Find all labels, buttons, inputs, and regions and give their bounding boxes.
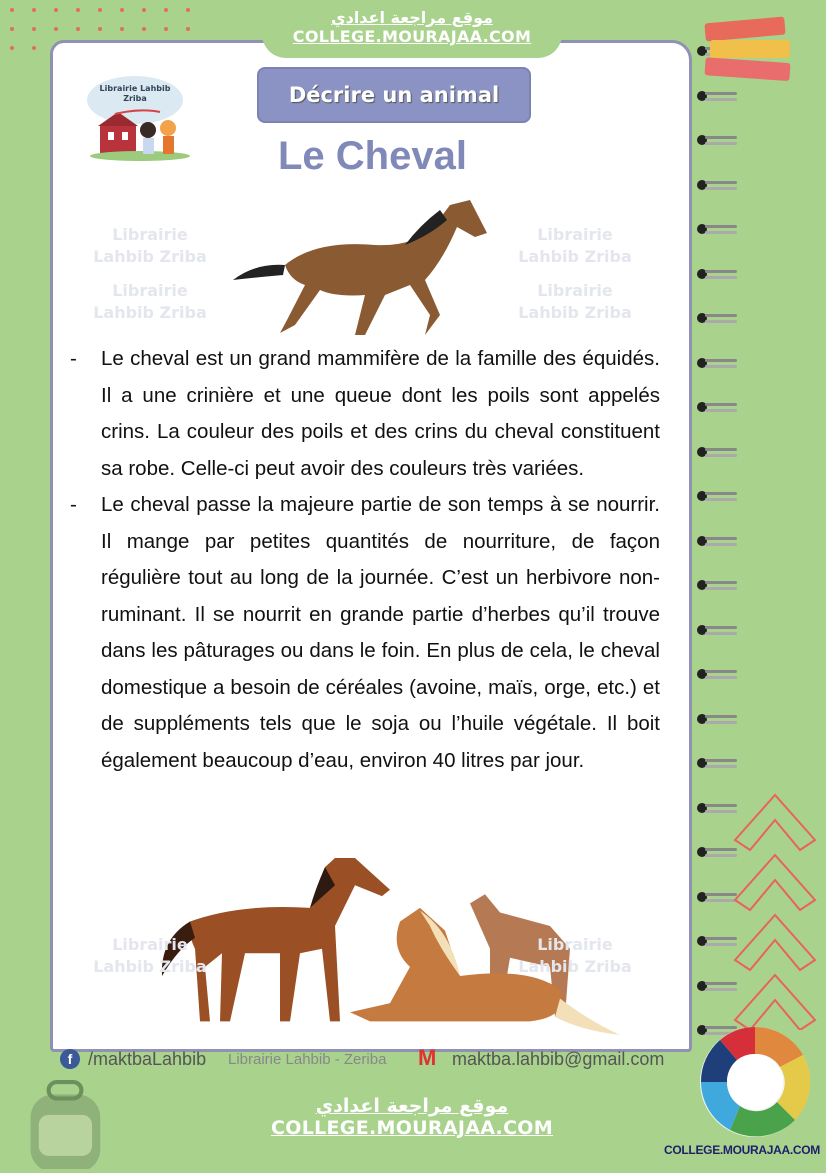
decorative-dot [32, 27, 36, 31]
paragraph-item [70, 341, 660, 487]
watermark: Librairie Lahbib Zriba [93, 225, 207, 266]
books-stack-icon [700, 12, 810, 92]
facebook-handle[interactable]: /maktbaLahbib [88, 1049, 207, 1069]
decorative-dot [98, 8, 102, 12]
decorative-dot [164, 27, 168, 31]
spiral-ring [697, 623, 739, 637]
shop-name: Librairie Lahbib - Zeriba [228, 1051, 387, 1068]
brand-url[interactable]: COLLEGE.MOURAJAA.COM [664, 1143, 821, 1157]
spiral-ring [697, 534, 739, 548]
email-address[interactable]: maktba.lahbib@gmail.com [452, 1049, 665, 1069]
spiral-ring [697, 445, 739, 459]
site-url-link[interactable]: COLLEGE.MOURAJAA.COM [292, 27, 532, 46]
decorative-dot [10, 27, 14, 31]
decorative-dot [76, 27, 80, 31]
paragraph-text: Le cheval passe la majeure partie de son temps à se nourrir. Il mange par petites quantités de nourriture, de façon régulière tout au long de la journée. C’est un herbivore non-ruminant. Il se nourrit en grande partie d’herbes qu’il trouve dans les pâturages ou dans le foin. En plus de cela, le cheval domestique a besoin de céréales (avoine, maïs, orge, etc.) et de suppléments tels que le soja ou l’huile végétale. Il boit également beaucoup d’eau, environ 40 litres par jour. [101, 493, 660, 772]
site-header-tab[interactable] [262, 0, 562, 58]
decorative-dot [10, 46, 14, 50]
decorative-dot [186, 8, 190, 12]
decorative-dot [120, 27, 124, 31]
chevron-decorations [730, 790, 820, 1030]
site-arabic-name: موقع مراجعة اعدادي [315, 1095, 509, 1117]
backpack-icon [15, 1078, 115, 1169]
decorative-dot [120, 8, 124, 12]
spiral-ring [697, 222, 739, 236]
decorative-dot [164, 8, 168, 12]
paragraph-item [70, 487, 660, 779]
decorative-dot [10, 8, 14, 12]
facebook-icon: f [60, 1049, 80, 1069]
watermark: Librairie Lahbib Zriba [93, 935, 207, 976]
decorative-dot [98, 27, 102, 31]
page-footer [60, 1046, 680, 1074]
spiral-ring [697, 756, 739, 770]
subject-banner: Décrire un animal [257, 67, 531, 123]
site-footer-tab[interactable] [262, 1073, 562, 1173]
decorative-dot [76, 8, 80, 12]
decorative-dot [54, 27, 58, 31]
paragraph-text: Le cheval est un grand mammifère de la famille des équidés. Il a une crinière et une queue dont les poils sont appelés crins. La couleur des poils et des crins du cheval constituent sa robe. Celle-ci peut avoir des couleurs très variées. [101, 347, 660, 480]
librairie-logo [80, 68, 190, 173]
site-arabic-name: موقع مراجعة اعدادي [330, 8, 494, 27]
logo-text: Librairie Lahbib Zriba [99, 84, 171, 103]
watermark: Librairie Lahbib Zriba [518, 281, 632, 322]
decorative-dot [54, 8, 58, 12]
subjects-wheel-icon [695, 1022, 820, 1142]
page-title: Le Cheval [278, 134, 467, 178]
decorative-dot [186, 27, 190, 31]
decorative-dot [142, 27, 146, 31]
gmail-icon: M [418, 1045, 437, 1070]
spiral-ring [697, 489, 739, 503]
spiral-ring [697, 311, 739, 325]
decorative-dot [32, 46, 36, 50]
spiral-ring [697, 712, 739, 726]
site-url-link[interactable]: COLLEGE.MOURAJAA.COM [271, 1117, 553, 1139]
spiral-ring [697, 356, 739, 370]
galloping-horse-image [225, 185, 495, 340]
watermark: Librairie Lahbib Zriba [93, 281, 207, 322]
spiral-ring [697, 667, 739, 681]
spiral-ring [697, 267, 739, 281]
watermark: Librairie Lahbib Zriba [518, 935, 632, 976]
decorative-dot [32, 8, 36, 12]
text-body [70, 341, 660, 779]
bullet-dash: - [70, 347, 77, 370]
spiral-ring [697, 178, 739, 192]
spiral-ring [697, 133, 739, 147]
watermark: Librairie Lahbib Zriba [518, 225, 632, 266]
bullet-dash: - [70, 493, 77, 516]
spiral-ring [697, 578, 739, 592]
decorative-dot [142, 8, 146, 12]
spiral-ring [697, 400, 739, 414]
